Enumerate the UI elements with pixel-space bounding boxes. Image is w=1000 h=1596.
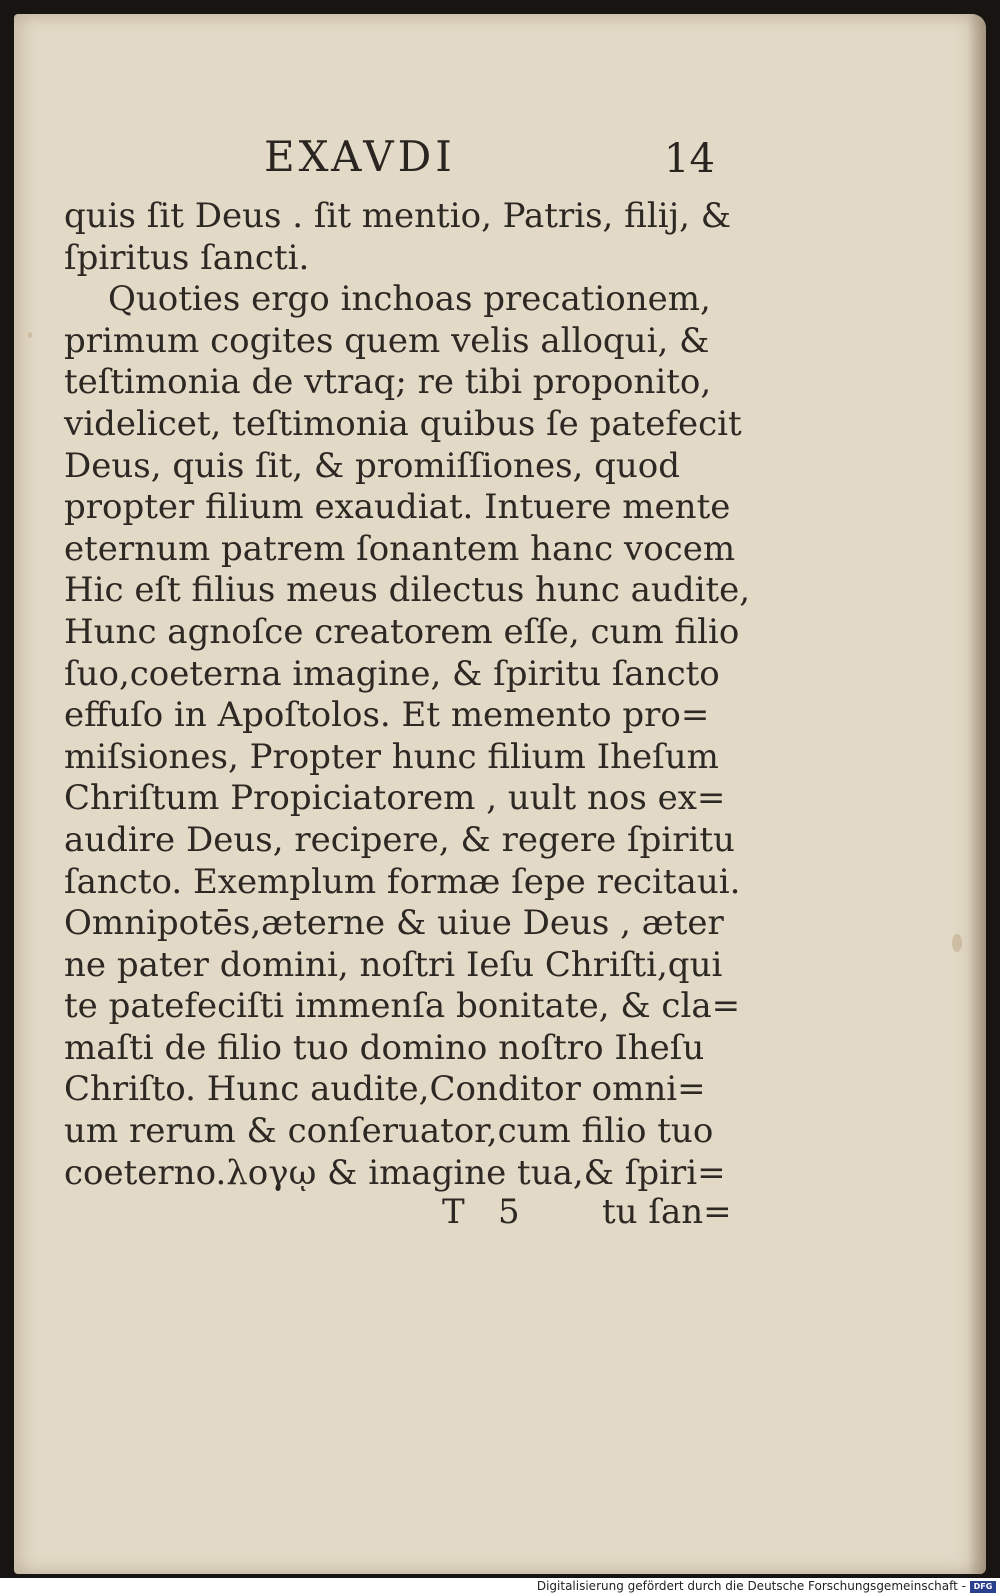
text-line: coeterno.λογῳ & imagine tua,& ſpiri= <box>64 1152 726 1193</box>
page-edge-shadow <box>968 14 986 1574</box>
text-line: propter filium exaudiat. Intuere mente <box>64 487 731 528</box>
page-number: 14 <box>664 136 715 182</box>
text-line: ſuo,coeterna imagine, & ſpiritu ſancto <box>64 653 720 694</box>
book-page <box>14 14 986 1574</box>
page-header <box>14 132 986 192</box>
text-line: audire Deus, recipere, & regere ſpiritu <box>64 819 735 860</box>
running-head: EXAVDI <box>264 132 456 181</box>
text-line: primum cogites quem velis alloqui, & <box>64 320 710 361</box>
text-line: Hunc agnoſce creatorem eſſe, cum filio <box>64 611 740 652</box>
text-line: Quoties ergo inchoas precationem, <box>108 279 711 320</box>
text-line: maſti de filio tuo domino noſtro Iheſu <box>64 1027 705 1068</box>
dfg-logo-icon: DFG <box>970 1581 996 1593</box>
text-line: ſancto. Exemplum formæ ſepe recitaui. <box>64 861 741 902</box>
text-line: miſsiones, Propter hunc filium Iheſum <box>64 736 719 777</box>
catchword: tu ſan= <box>602 1192 732 1232</box>
text-line: Omnipotēs,æterne & uiue Deus , æter <box>64 903 724 944</box>
text-line: ſpiritus ſancti. <box>64 237 310 278</box>
text-line: teſtimonia de vtraq; re tibi proponito, <box>64 362 712 403</box>
text-line: Chriſto. Hunc audite,Conditor omni= <box>64 1069 706 1110</box>
text-block <box>64 196 751 1194</box>
signature-mark: T <box>442 1192 465 1232</box>
footer-bar <box>0 1578 1000 1596</box>
text-line: ne pater domini, noſtri Ieſu Chriſti,qui <box>64 944 723 985</box>
text-line: Deus, quis ſit, & promiſſiones, quod <box>64 445 681 486</box>
text-line: videlicet, teſtimonia quibus ſe patefecit <box>64 403 742 444</box>
text-line: quis ſit Deus . ſit mentio, Patris, filij, & <box>64 196 732 236</box>
catchword-line <box>414 1192 774 1236</box>
text-line: um rerum & conſeruator,cum filio tuo <box>64 1111 714 1152</box>
signature-number: 5 <box>498 1192 520 1232</box>
text-line: te patefeciſti immenſa bonitate, & cla= <box>64 986 741 1027</box>
text-line: eternum patrem ſonantem hanc vocem <box>64 528 736 569</box>
text-line: Chriſtum Propiciatorem , uult nos ex= <box>64 778 726 819</box>
paper-stain <box>28 332 32 338</box>
text-line: Hic eſt filius meus dilectus hunc audite, <box>64 570 751 611</box>
funding-credit: Digitalisierung gefördert durch die Deutsche Forschungsgemeinschaft - <box>536 1579 966 1593</box>
text-line: effuſo in Apoſtolos. Et memento pro= <box>64 695 710 736</box>
paper-stain <box>952 934 962 952</box>
